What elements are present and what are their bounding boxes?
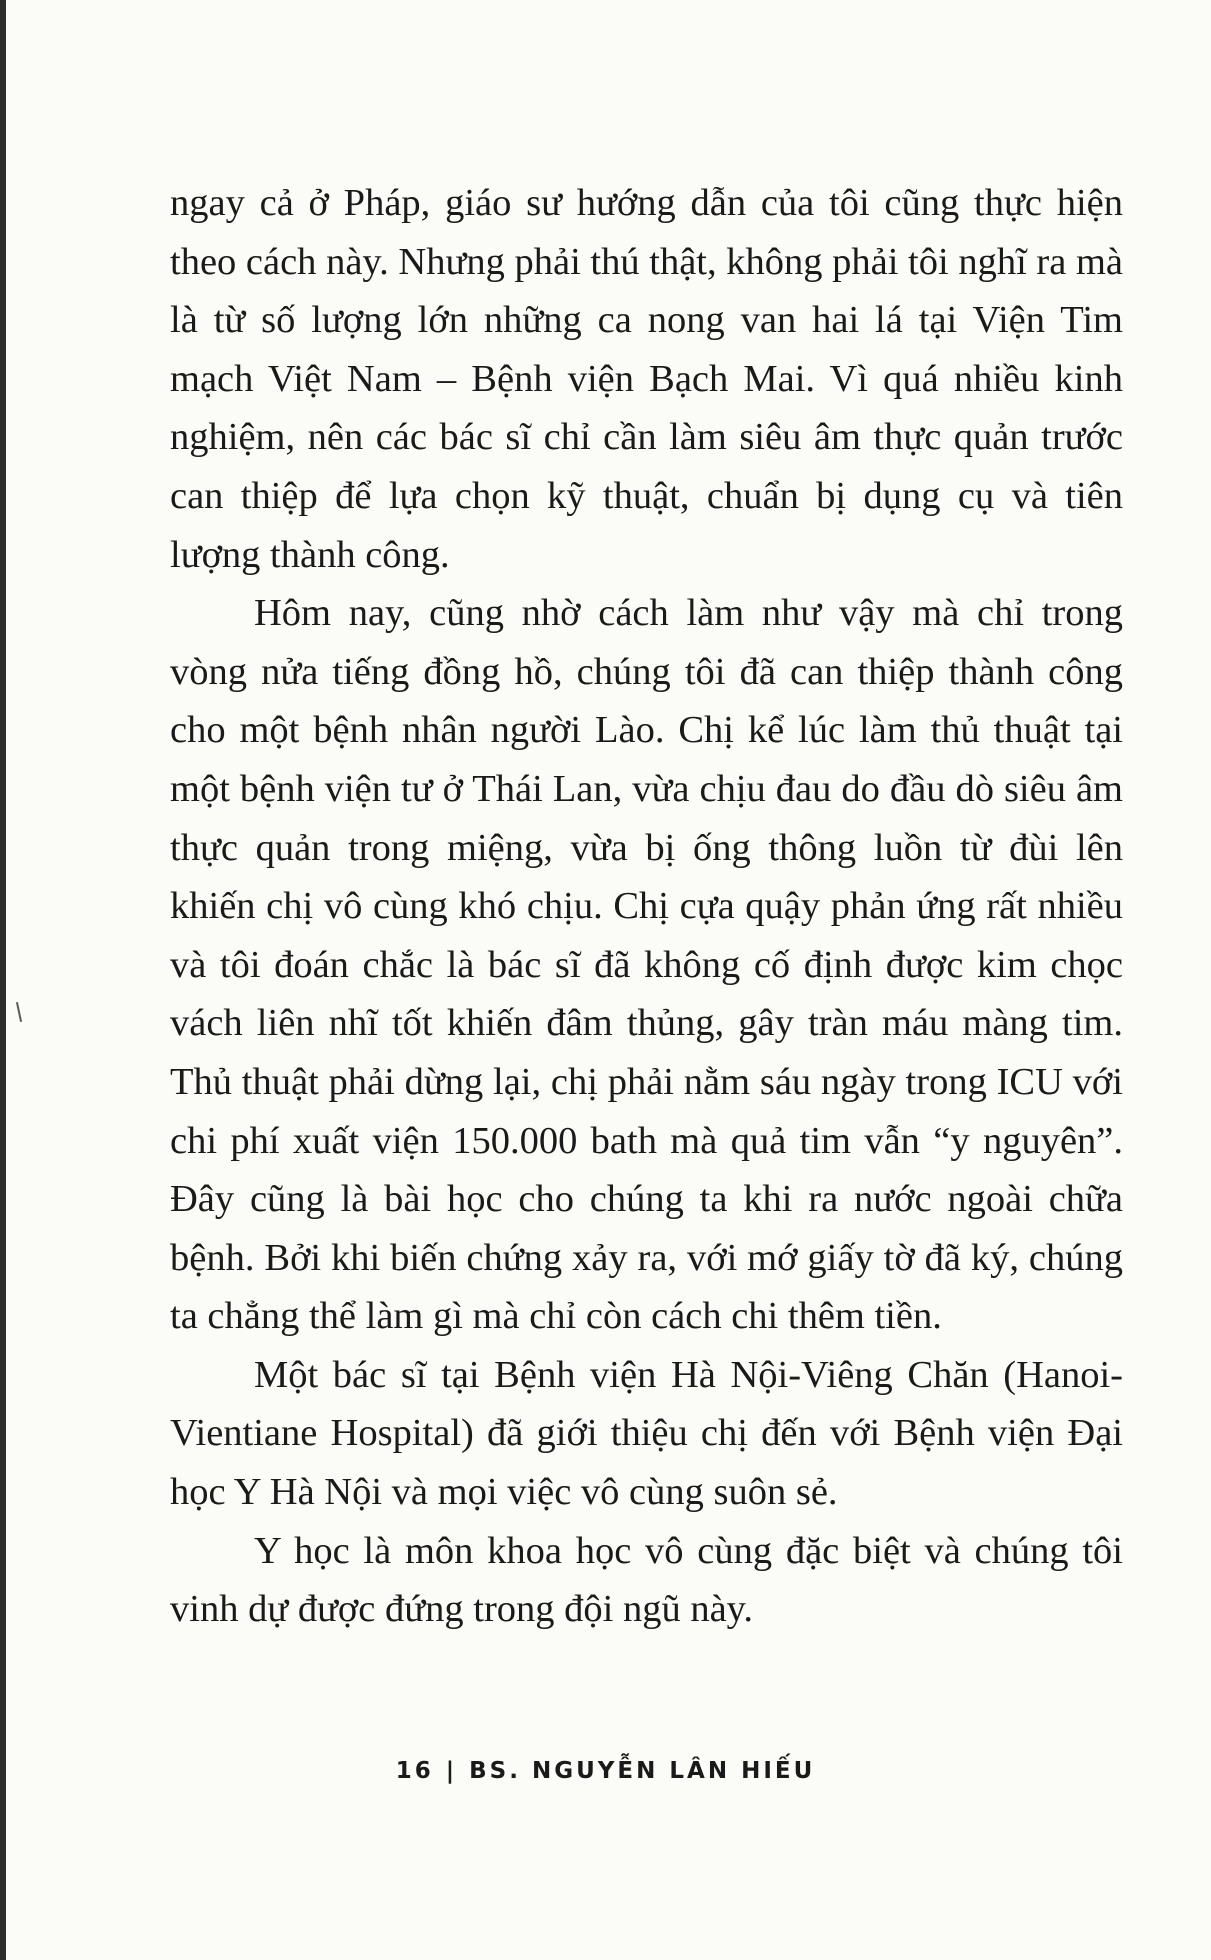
author-name: BS. NGUYỄN LÂN HIẾU <box>469 1758 816 1784</box>
footer-separator: | <box>445 1758 458 1784</box>
paragraph-4: Y học là môn khoa học vô cùng đặc biệt và chúng tôi vinh dự được đứng trong đội ngũ này. <box>170 1529 1123 1631</box>
page-spine-edge <box>0 0 6 1960</box>
paragraph-2: Hôm nay, cũng nhờ cách làm như vậy mà chỉ trong vòng nửa tiếng đồng hồ, chúng tôi đã can thiệp thành công cho một bệnh nhân người Lào. Chị kể lúc làm thủ thuật tại một bệnh viện tư ở Thái Lan, vừa chịu đau do đầu dò siêu âm thực quản trong miệng, vừa bị ống thông luồn từ đùi lên khiến chị vô cùng khó chịu. Chị cựa quậy phản ứng rất nhiều và tôi đoán chắc là bác sĩ đã không cố định được kim chọc vách liên nhĩ tốt khiến đâm thủng, gây tràn máu màng tim. Thủ thuật phải dừng lại, chị phải nằm sáu ngày trong ICU với chi phí xuất viện 150.000 bath mà quả tim vẫn “y nguyên”. Đây cũng là bài học cho chúng ta khi ra nước ngoài chữa bệnh. Bởi khi biến chứng xảy ra, với mớ giấy tờ đã ký, chúng ta chẳng thể làm gì mà chỉ còn cách chi thêm tiền. <box>170 592 1123 1338</box>
body-text <box>170 174 1123 1639</box>
page-number: 16 <box>395 1758 434 1784</box>
paragraph-1: ngay cả ở Pháp, giáo sư hướng dẫn của tôi cũng thực hiện theo cách này. Nhưng phải thú thật, không phải tôi nghĩ ra mà là từ số lượng lớn những ca nong van hai lá tại Viện Tim mạch Việt Nam – Bệnh viện Bạch Mai. Vì quá nhiều kinh nghiệm, nên các bác sĩ chỉ cần làm siêu âm thực quản trước can thiệp để lựa chọn kỹ thuật, chuẩn bị dụng cụ và tiên lượng thành công. <box>170 182 1123 576</box>
paragraph-3: Một bác sĩ tại Bệnh viện Hà Nội-Viêng Chăn (Hanoi-Vientiane Hospital) đã giới thiệu chị đến với Bệnh viện Đại học Y Hà Nội và mọi việc vô cùng suôn sẻ. <box>170 1353 1123 1514</box>
page-footer <box>0 1758 1211 1784</box>
scan-speck <box>16 1002 22 1022</box>
